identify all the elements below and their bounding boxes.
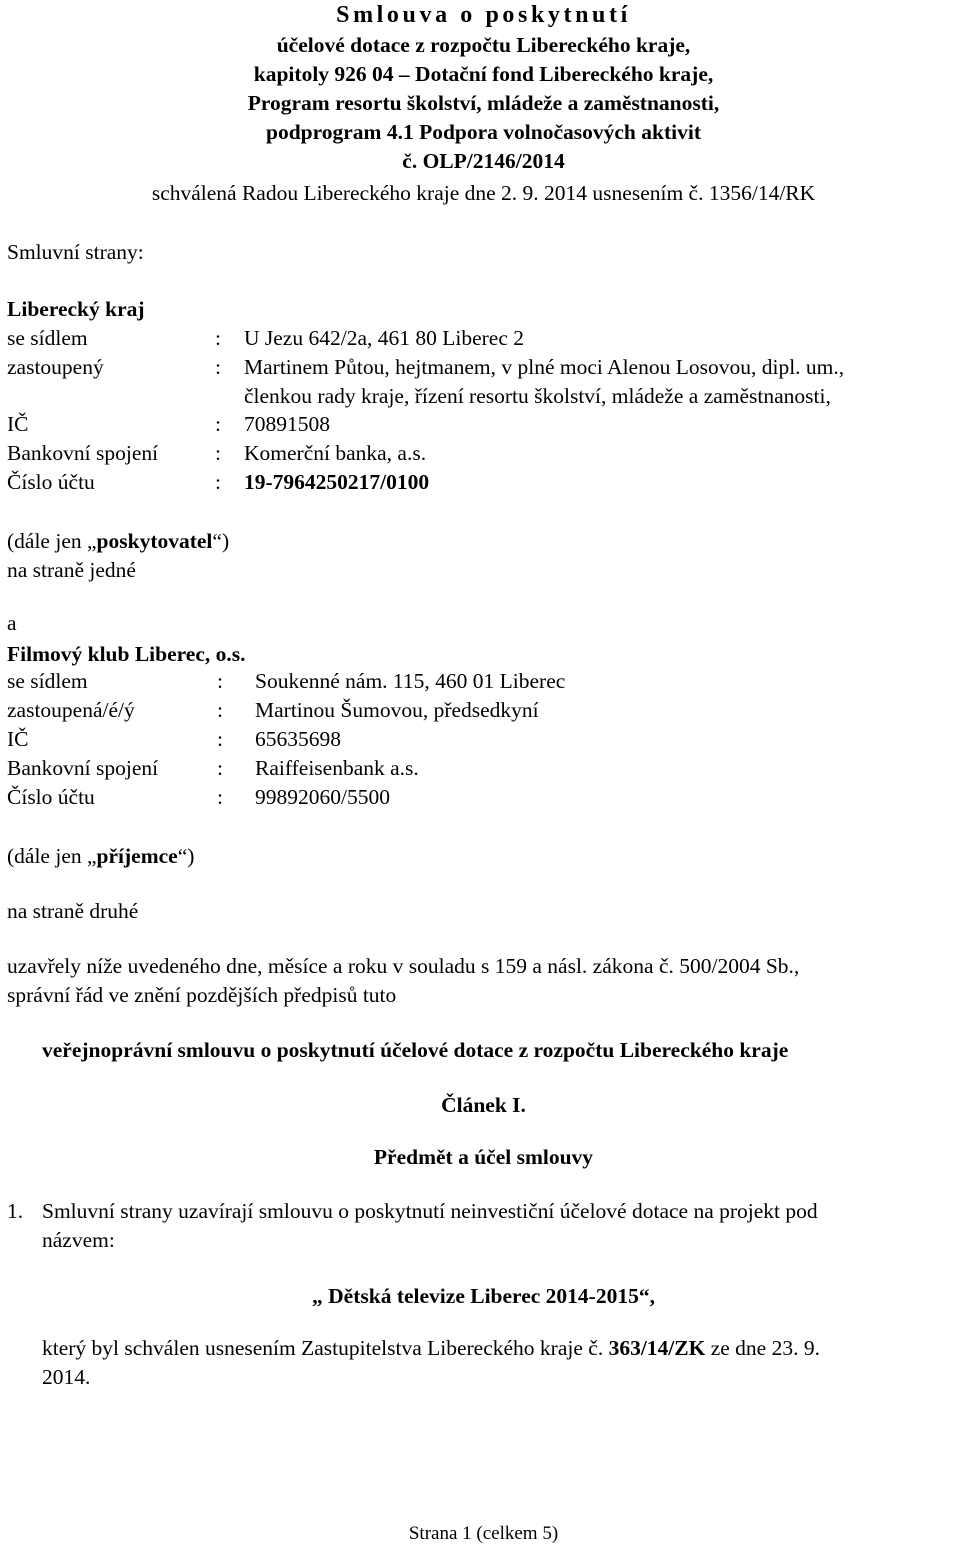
recipient-side: na straně druhé — [7, 899, 139, 923]
field-colon: : — [215, 470, 221, 494]
subtitle-line-3: Program resortu školství, mládeže a zaměstnanosti, — [247, 91, 720, 115]
provider-side: na straně jedné — [7, 558, 136, 582]
field-colon: : — [217, 785, 223, 809]
field-value: U Jezu 642/2a, 461 80 Liberec 2 — [244, 326, 525, 350]
alias-suffix: “) — [212, 529, 230, 553]
clause-number: 1. — [7, 1199, 24, 1223]
field-colon: : — [215, 355, 221, 379]
approval-suffix: ze dne 23. 9. — [705, 1336, 820, 1360]
field-label: se sídlem — [7, 326, 88, 350]
field-colon: : — [217, 756, 223, 780]
approval-prefix: který byl schválen usnesením Zastupitelstva Libereckého kraje č. — [42, 1336, 609, 1360]
field-label: se sídlem — [7, 669, 88, 693]
field-label: IČ — [7, 727, 29, 751]
field-label: Číslo účtu — [7, 785, 95, 809]
article-number: Článek I. — [441, 1093, 526, 1117]
field-value: Soukenné nám. 115, 460 01 Liberec — [255, 669, 566, 693]
alias-prefix: (dále jen „ — [7, 844, 97, 868]
contract-number: č. OLP/2146/2014 — [402, 149, 565, 173]
parties-label: Smluvní strany: — [7, 240, 144, 264]
and-word: a — [7, 611, 17, 635]
approval-resolution-line — [42, 1335, 820, 1361]
field-value: 99892060/5500 — [255, 785, 390, 809]
field-value: Raiffeisenbank a.s. — [255, 756, 419, 780]
field-label: Číslo účtu — [7, 470, 95, 494]
field-value: členkou rady kraje, řízení resortu školství, mládeže a zaměstnanosti, — [244, 384, 831, 408]
alias-term: poskytovatel — [96, 529, 213, 553]
recipient-name: Filmový klub Liberec, o.s. — [7, 642, 246, 666]
approval-resolution-line-2: 2014. — [42, 1365, 91, 1389]
field-label: Bankovní spojení — [7, 441, 159, 465]
field-label: IČ — [7, 412, 29, 436]
conclusion-line-2: správní řád ve znění pozdějších předpisů tuto — [7, 983, 397, 1007]
clause-line-2: názvem: — [42, 1228, 115, 1252]
field-label: zastoupený — [7, 355, 104, 379]
field-colon: : — [217, 698, 223, 722]
clause-line-1: Smluvní strany uzavírají smlouvu o poskytnutí neinvestiční účelové dotace na projekt pod — [42, 1199, 818, 1223]
page-footer: Strana 1 (celkem 5) — [408, 1523, 559, 1544]
approval-line: schválená Radou Libereckého kraje dne 2. 9. 2014 usnesením č. 1356/14/RK — [151, 181, 816, 205]
field-value: Martinem Půtou, hejtmanem, v plné moci Alenou Losovou, dipl. um., — [244, 355, 845, 379]
field-colon: : — [217, 727, 223, 751]
field-value: 19-7964250217/0100 — [244, 470, 430, 494]
subtitle-line-2: kapitoly 926 04 – Dotační fond Libereckého kraje, — [253, 62, 714, 86]
provider-name: Liberecký kraj — [7, 297, 145, 321]
field-value: 70891508 — [244, 412, 330, 436]
document-title: Smlouva o poskytnutí — [336, 2, 631, 28]
provider-alias — [7, 528, 229, 554]
field-colon: : — [215, 412, 221, 436]
project-name: „ Dětská televize Liberec 2014-2015“, — [312, 1284, 655, 1308]
conclusion-line-1: uzavřely níže uvedeného dne, měsíce a roku v souladu s 159 a násl. zákona č. 500/2004 Sb., — [7, 954, 800, 978]
document-page — [7, 0, 960, 1547]
article-heading: Předmět a účel smlouvy — [373, 1145, 594, 1169]
recipient-alias — [7, 843, 194, 869]
field-colon: : — [215, 326, 221, 350]
alias-term: příjemce — [96, 844, 178, 868]
subtitle-line-4: podprogram 4.1 Podpora volnočasových aktivit — [265, 120, 701, 144]
field-colon: : — [217, 669, 223, 693]
field-colon: : — [215, 441, 221, 465]
alias-suffix: “) — [177, 844, 195, 868]
resolution-number: 363/14/ZK — [608, 1336, 706, 1360]
field-value: Martinou Šumovou, předsedkyní — [255, 698, 539, 722]
alias-prefix: (dále jen „ — [7, 529, 97, 553]
field-value: Komerční banka, a.s. — [244, 441, 427, 465]
subtitle-line-1: účelové dotace z rozpočtu Libereckého kraje, — [276, 33, 691, 57]
contract-type: veřejnoprávní smlouvu o poskytnutí účelové dotace z rozpočtu Libereckého kraje — [42, 1038, 789, 1062]
field-value: 65635698 — [255, 727, 341, 751]
field-label: Bankovní spojení — [7, 756, 159, 780]
field-label: zastoupená/é/ý — [7, 698, 135, 722]
